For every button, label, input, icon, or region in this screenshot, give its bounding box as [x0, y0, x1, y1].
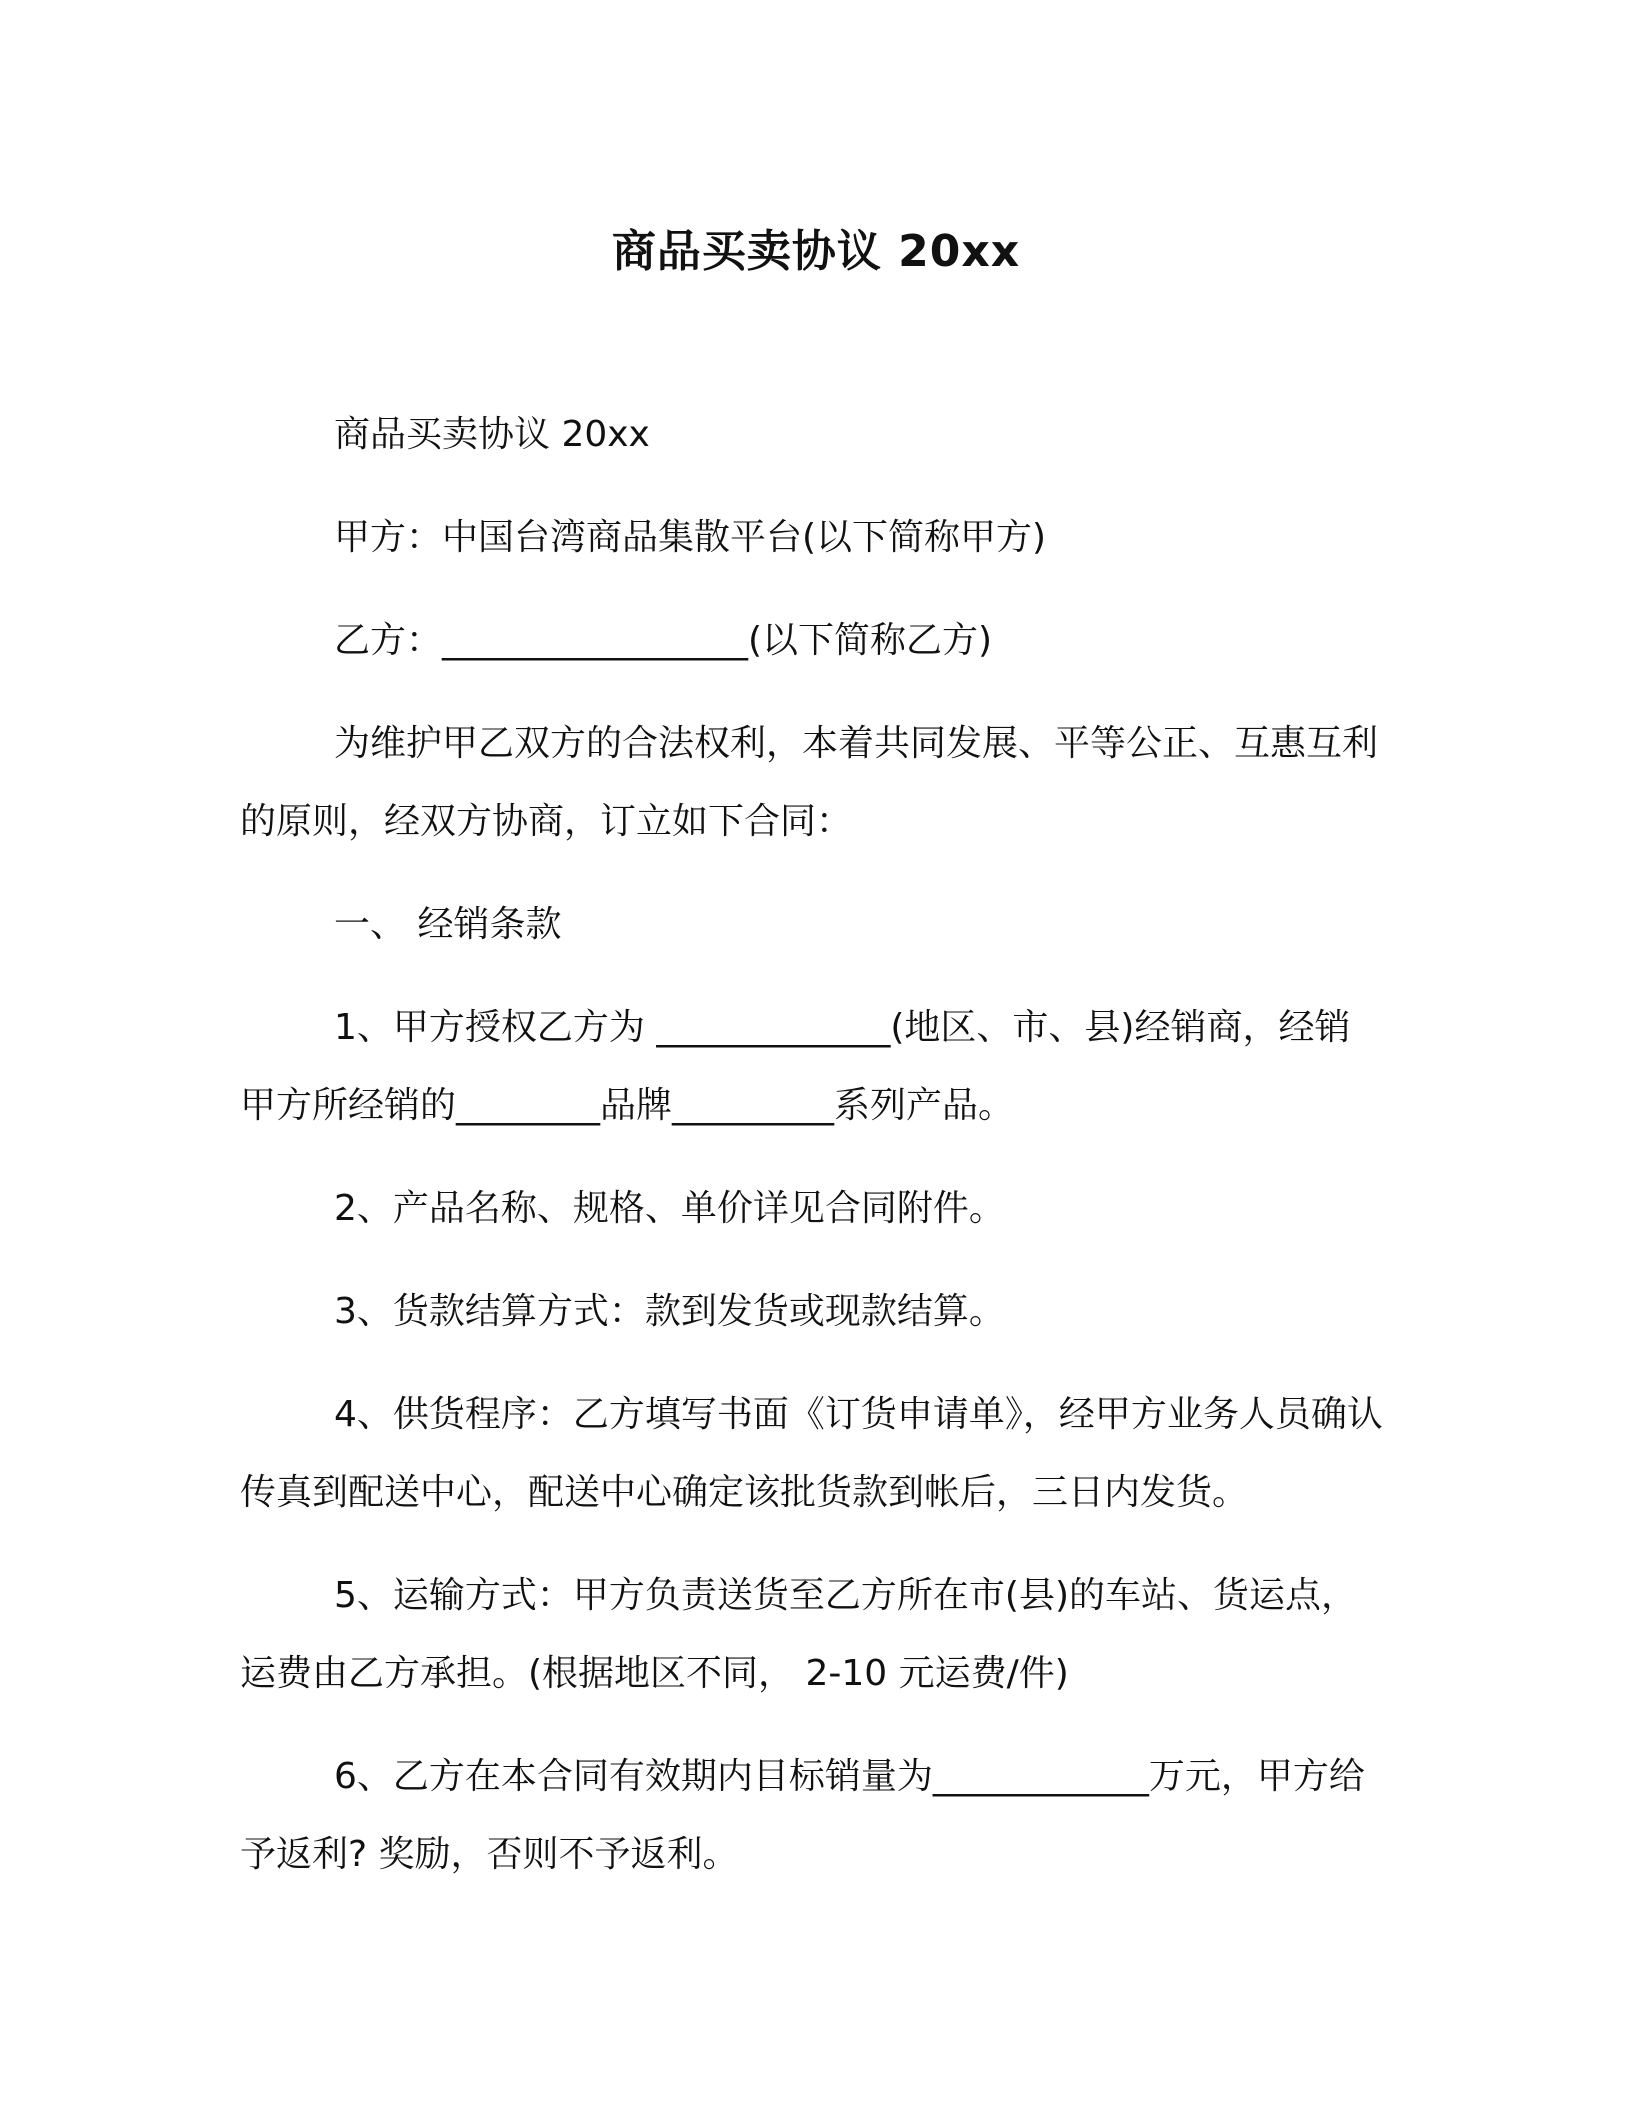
clause-5: 5、运输方式：甲方负责送货至乙方所在市(县)的车站、货运点，运费由乙方承担。(根据地区不同， 2-10 元运费/件)	[240, 1575, 1357, 1694]
clause-2: 2、产品名称、规格、单价详见合同附件。	[334, 1188, 1005, 1229]
clause-6: 6、乙方在本合同有效期内目标销量为____________万元，甲方给予返利? 奖励，否则不予返利。	[240, 1756, 1365, 1875]
paragraph-party-b: 乙方：_________________(以下简称乙方)	[334, 620, 993, 661]
document-title: 商品买卖协议 20xx	[611, 226, 1021, 277]
paragraph-preamble: 为维护甲乙双方的合法权利，本着共同发展、平等公正、互惠互利的原则，经双方协商，订立如下合同：	[240, 723, 1379, 842]
clause-3: 3、货款结算方式：款到发货或现款结算。	[334, 1291, 1005, 1332]
clause-1: 1、甲方授权乙方为 _____________(地区、市、县)经销商，经销甲方所经销的________品牌_________系列产品。	[240, 1007, 1351, 1126]
section-heading-distribution-terms: 一、 经销条款	[334, 904, 562, 945]
document-body	[240, 396, 1385, 1919]
paragraph-heading: 商品买卖协议 20xx	[334, 414, 650, 455]
paragraph-party-a: 甲方：中国台湾商品集散平台(以下简称甲方)	[334, 517, 1047, 558]
clause-4: 4、供货程序：乙方填写书面《订货申请单》，经甲方业务人员确认传真到配送中心，配送中心确定该批货款到帐后，三日内发货。	[240, 1394, 1383, 1513]
